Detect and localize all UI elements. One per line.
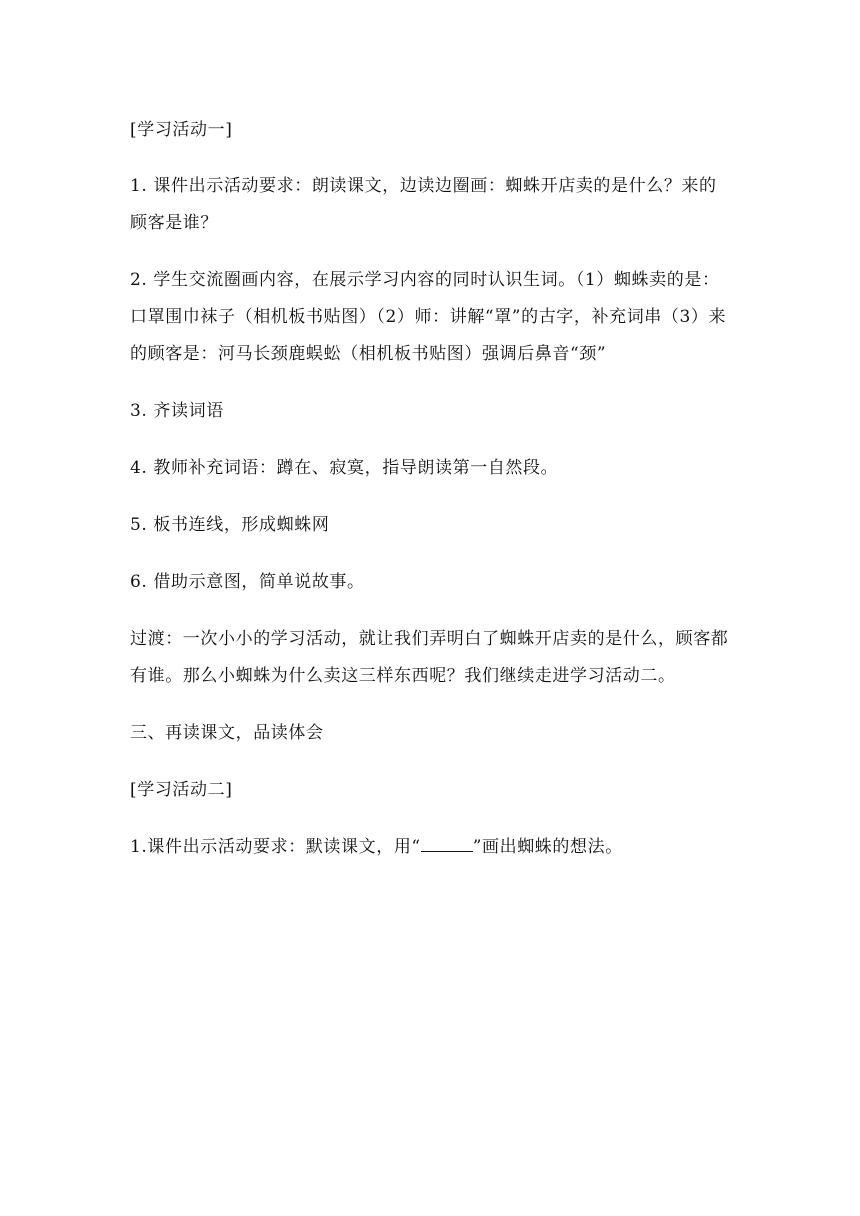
activity-1-item-5: 5. 板书连线，形成蜘蛛网	[130, 515, 330, 535]
section-3-title: 三、再读课文，品读体会	[130, 723, 324, 743]
activity-1-heading: [学习活动一]	[130, 120, 233, 140]
document-page	[130, 112, 730, 866]
activity-1-item-1: 1. 课件出示活动要求：朗读课文，边读边圈画：蜘蛛开店卖的是什么？来的顾客是谁？	[130, 176, 717, 233]
activity-2-item-1	[130, 829, 730, 866]
activity-1-item-3: 3. 齐读词语	[130, 401, 224, 421]
activity-2-item-1-text-after: ”画出蜘蛛的想法。	[472, 837, 623, 857]
activity-1-item-4: 4. 教师补充词语：蹲在、寂寞，指导朗读第一自然段。	[130, 458, 559, 478]
underline-blank	[421, 835, 473, 852]
activity-1-item-6: 6. 借助示意图，简单说故事。	[130, 572, 365, 592]
transition-paragraph: 过渡：一次小小的学习活动，就让我们弄明白了蜘蛛开店卖的是什么，顾客都有谁。那么小蜘蛛为什么卖这三样东西呢？我们继续走进学习活动二。	[130, 629, 729, 686]
activity-2-heading: [学习活动二]	[130, 780, 233, 800]
activity-2-item-1-text-before: 1.课件出示活动要求：默读课文，用“	[130, 837, 421, 857]
activity-1-item-2: 2. 学生交流圈画内容，在展示学习内容的同时认识生词。（1）蜘蛛卖的是：口罩围巾袜子（相机板书贴图）（2）师：讲解“罩”的古字，补充词串（3）来的顾客是：河马长颈鹿蜈蚣（相机板书贴图）强调后鼻音“颈”	[130, 270, 727, 364]
